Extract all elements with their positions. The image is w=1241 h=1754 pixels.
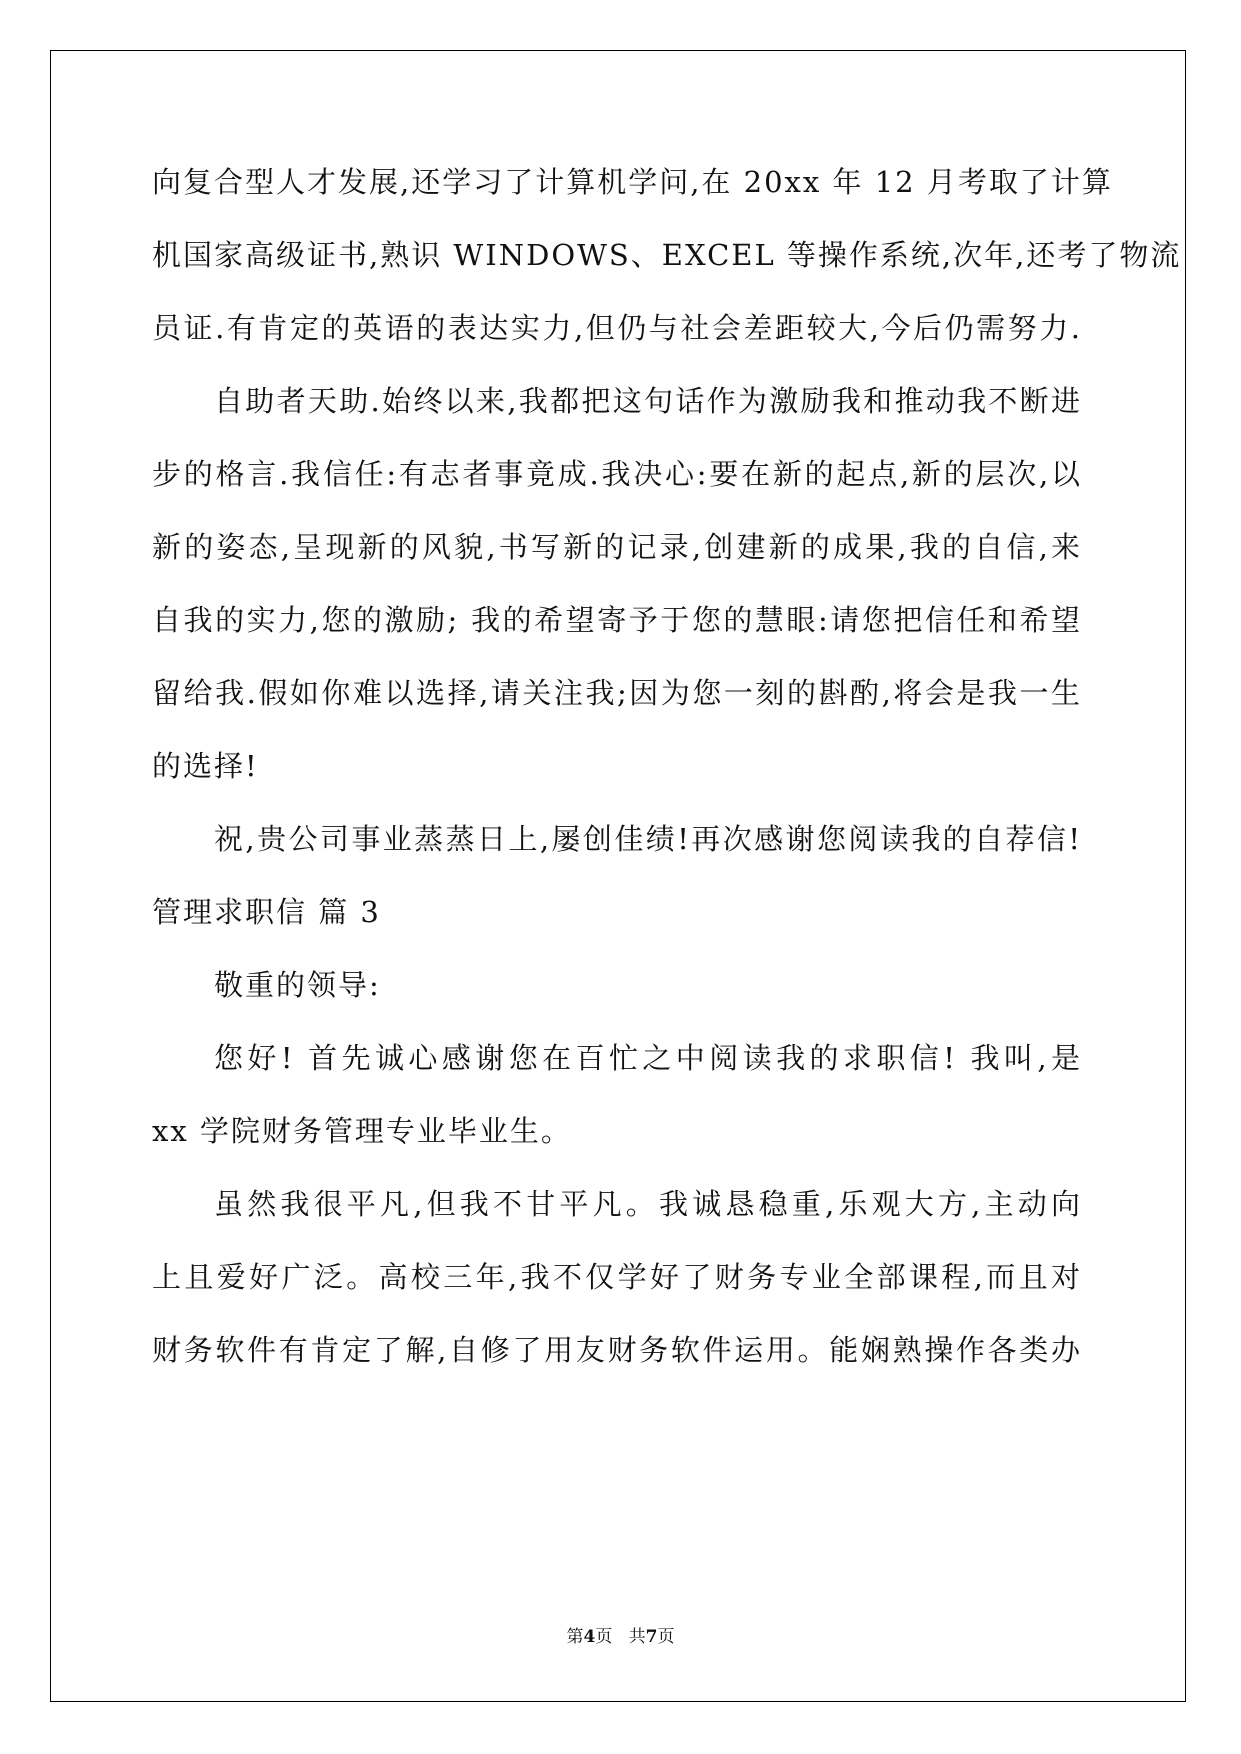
page-number: 4 (583, 1627, 596, 1647)
text-line: 财务软件有肯定了解,自修了用友财务软件运用。能娴熟操作各类办 (152, 1333, 1082, 1367)
text-line: 机国家高级证书,熟识 WINDOWS、EXCEL 等操作系统,次年,还考了物流 (152, 238, 1182, 272)
text-line: 留给我.假如你难以选择,请关注我;因为您一刻的斟酌,将会是我一生 (152, 676, 1082, 710)
footer-total-suffix: 页 (657, 1627, 675, 1647)
footer-total-prefix: 共 (628, 1627, 646, 1647)
text-line: 员证.有肯定的英语的表达实力,但仍与社会差距较大,今后仍需努力. (152, 311, 1082, 345)
text-line: 自我的实力,您的激励; 我的希望寄予于您的慧眼:请您把信任和希望 (152, 603, 1082, 637)
text-line: 向复合型人才发展,还学习了计算机学问,在 20xx 年 12 月考取了计算 (152, 165, 1113, 199)
footer-prefix: 第 (566, 1627, 584, 1647)
section-heading: 管理求职信 篇 3 (152, 895, 381, 929)
text-line: xx 学院财务管理专业毕业生。 (152, 1114, 572, 1148)
salutation: 敬重的领导: (214, 968, 381, 1002)
text-line: 的选择! (152, 749, 259, 783)
text-line: 上且爱好广泛。高校三年,我不仅学好了财务专业全部课程,而且对 (152, 1260, 1082, 1294)
text-line: 自助者天助.始终以来,我都把这句话作为激励我和推动我不断进 (214, 384, 1082, 418)
text-line: 虽然我很平凡,但我不甘平凡。我诚恳稳重,乐观大方,主动向 (214, 1187, 1082, 1221)
page-footer (0, 1622, 1241, 1647)
footer-page-suffix: 页 (595, 1627, 613, 1647)
text-line: 新的姿态,呈现新的风貌,书写新的记录,创建新的成果,我的自信,来 (152, 530, 1082, 564)
text-line: 您好! 首先诚心感谢您在百忙之中阅读我的求职信! 我叫,是 (214, 1041, 1082, 1075)
text-line: 祝,贵公司事业蒸蒸日上,屡创佳绩!再次感谢您阅读我的自荐信! (214, 822, 1082, 856)
page-border (50, 50, 1186, 1702)
total-pages: 7 (645, 1627, 658, 1647)
text-line: 步的格言.我信任:有志者事竟成.我决心:要在新的起点,新的层次,以 (152, 457, 1082, 491)
